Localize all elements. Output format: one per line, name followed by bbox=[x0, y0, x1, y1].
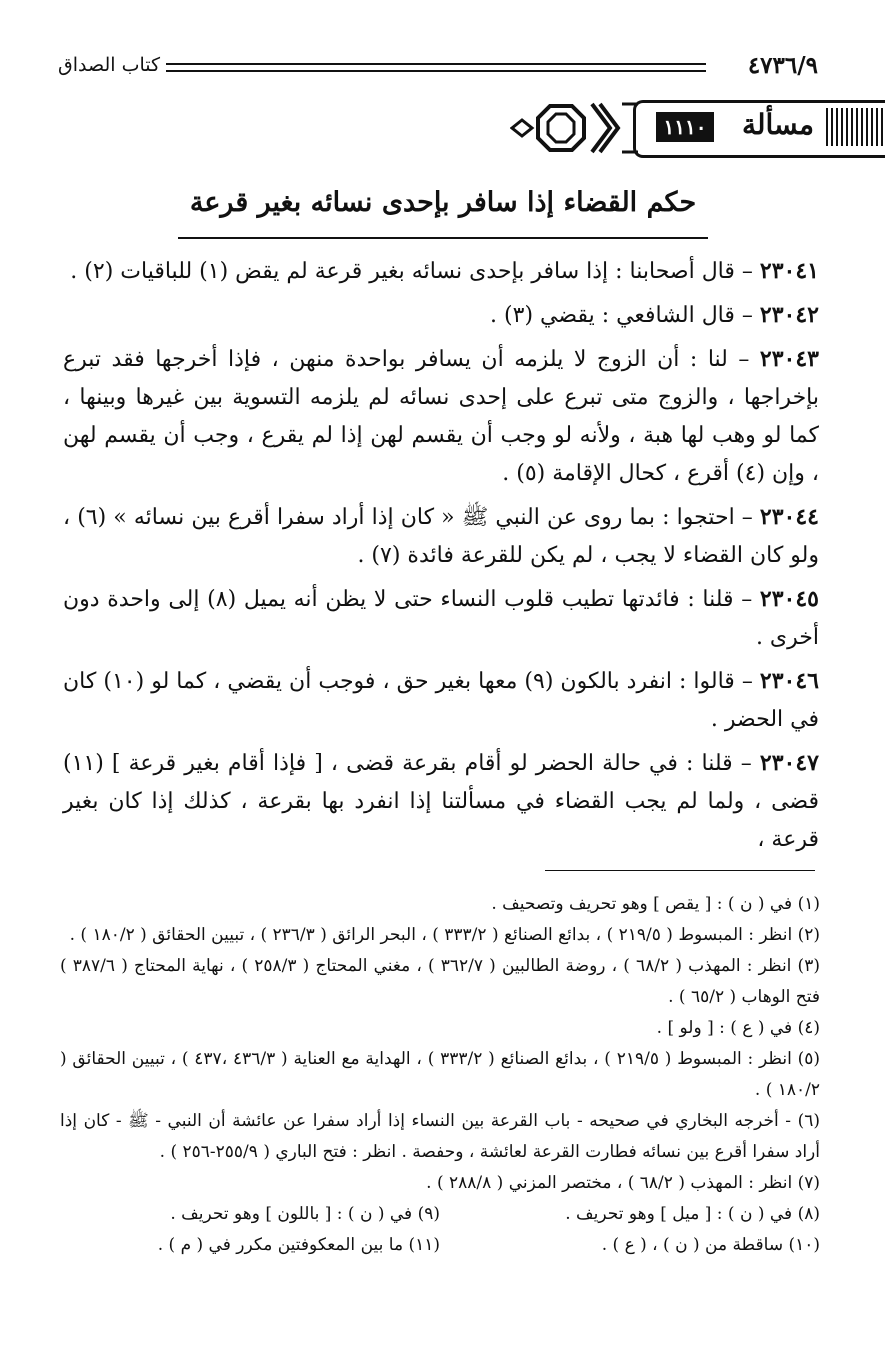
footnote: (٦) - أخرجه البخاري في صحيحه - باب القرعة بين النساء إذا أراد سفرا عن عائشة أن النبي - ﷺ - كان إذا أراد سفرا أقرع بين نسائه فطارت القرعة لعائشة ، وحفصة . انظر : فتح الباري ( ٢٥٥/٩-٢٥٦ ) . bbox=[60, 1111, 820, 1162]
footnote: (١) في ( ن ) : [ يقص ] وهو تحريف وتصحيف . bbox=[491, 894, 820, 914]
paragraph-number: ٢٣٠٤٦ bbox=[759, 668, 819, 694]
paragraph-text: قال أصحابنا : إذا سافر بإحدى نسائه بغير قرعة لم يقض (١) للباقيات (٢) . bbox=[70, 259, 735, 284]
footnote: (٤) في ( ع ) : [ ولو ] . bbox=[656, 1018, 820, 1038]
paragraph-number: ٢٣٠٤٥ bbox=[759, 586, 819, 612]
paragraph-number: ٢٣٠٤١ bbox=[759, 258, 819, 284]
footnote: (٨) في ( ن ) : [ ميل ] وهو تحريف . bbox=[565, 1204, 820, 1224]
paragraph-text: قالوا : انفرد بالكون (٩) معها بغير حق ، فوجب أن يقضي ، كما لو (١٠) كان في الحضر . bbox=[63, 669, 819, 732]
paragraph-number: ٢٣٠٤٤ bbox=[759, 504, 819, 530]
paragraph: ٢٣٠٤٥ – قلنا : فائدتها تطيب قلوب النساء حتى لا يظن أنه يميل (٨) إلى واحدة دون أخرى . bbox=[63, 586, 819, 650]
paragraph-text: قلنا : في حالة الحضر لو أقام بقرعة قضى ، [ فإذا أقام بغير قرعة ] (١١) قضى ، ولما لم يجب القضاء في مسألتنا إذا انفرد بها بقرعة ، كذلك إذا كان بغير قرعة ، bbox=[63, 751, 819, 852]
paragraph-number: ٢٣٠٤٢ bbox=[759, 302, 819, 328]
paragraph-number: ٢٣٠٤٣ bbox=[759, 346, 819, 372]
footnote: (٢) انظر : المبسوط ( ٢١٩/٥ ) ، بدائع الصنائع ( ٣٣٣/٢ ) ، البحر الرائق ( ٢٣٦/٣ ) ، تبيين الحقائق ( ١٨٠/٢ ) . bbox=[69, 925, 820, 945]
footnote: (٣) انظر : المهذب ( ٦٨/٢ ) ، روضة الطالبين ( ٣٦٢/٧ ) ، مغني المحتاج ( ٢٥٨/٣ ) ، نهاية المحتاج ( ٣٨٧/٦ ) فتح الوهاب ( ٦٥/٢ ) . bbox=[60, 956, 820, 1007]
masala-number: ١١١٠ bbox=[656, 112, 714, 142]
footnote-separator bbox=[545, 870, 815, 871]
paragraph-text: قلنا : فائدتها تطيب قلوب النساء حتى لا يظن أنه يميل (٨) إلى واحدة دون أخرى . bbox=[63, 587, 819, 650]
paragraph: ٢٣٠٤١ – قال أصحابنا : إذا سافر بإحدى نسائه بغير قرعة لم يقض (١) للباقيات (٢) . bbox=[70, 258, 819, 284]
footnotes bbox=[60, 889, 820, 1261]
footnote: (١١) ما بين المعكوفتين مكرر في ( م ) . bbox=[157, 1235, 440, 1255]
paragraph: ٢٣٠٤٤ – احتجوا : بما روى عن النبي ﷺ « كان إذا أراد سفرا أقرع بين نسائه » (٦) ، ولو كان القضاء لا يجب ، لم يكن للقرعة فائدة (٧) . bbox=[63, 504, 819, 568]
paragraph-number: ٢٣٠٤٧ bbox=[759, 750, 819, 776]
paragraph: ٢٣٠٤٢ – قال الشافعي : يقضي (٣) . bbox=[490, 302, 819, 328]
page-number: ٤٧٣٦/٩ bbox=[747, 52, 818, 79]
masala-banner bbox=[510, 100, 885, 156]
title-underline bbox=[178, 237, 708, 239]
footnote: (٩) في ( ن ) : [ باللون ] وهو تحريف . bbox=[170, 1204, 440, 1224]
masala-label: مسألة bbox=[741, 108, 814, 141]
paragraph-text: احتجوا : بما روى عن النبي ﷺ « كان إذا أراد سفرا أقرع بين نسائه » (٦) ، ولو كان القضاء لا يجب ، لم يكن للقرعة فائدة (٧) . bbox=[63, 505, 819, 568]
paragraph-text: قال الشافعي : يقضي (٣) . bbox=[490, 303, 735, 328]
main-text bbox=[63, 252, 819, 864]
barcode-ornament bbox=[826, 108, 885, 146]
section-title: حكم القضاء إذا سافر بإحدى نسائه بغير قرعة bbox=[189, 187, 697, 218]
paragraph: ٢٣٠٤٦ – قالوا : انفرد بالكون (٩) معها بغير حق ، فوجب أن يقضي ، كما لو (١٠) كان في الحضر . bbox=[63, 668, 819, 732]
footnote: (١٠) ساقطة من ( ن ) ، ( ع ) . bbox=[601, 1235, 820, 1255]
book-title: كتاب الصداق bbox=[58, 54, 161, 76]
paragraph-text: لنا : أن الزوج لا يلزمه أن يسافر بواحدة منهن ، فإذا أخرجها فقد تبرع بإخراجها ، والزوج متى تبرع على إحدى نسائه لم يلزمه التسوية بين غيرها وبينها ، كما لو وهب لها هبة ، ولأنه لو وجب أن يقسم لهن إذا لم يقرع ، وجب أن يقسم لهن ، وإن (٤) أقرع ، كحال الإقامة (٥) . bbox=[63, 347, 819, 486]
footnote: (٧) انظر : المهذب ( ٦٨/٢ ) ، مختصر المزني ( ٢٨٨/٨ ) . bbox=[426, 1173, 820, 1193]
header-rule bbox=[166, 63, 706, 72]
running-header bbox=[58, 52, 818, 82]
footnote-row bbox=[60, 1230, 820, 1261]
footnote: (٥) انظر : المبسوط ( ٢١٩/٥ ) ، بدائع الصنائع ( ٣٣٣/٢ ) ، الهداية مع العناية ( ٤٣٦/٣ ،٤٣٧ ) ، تبيين الحقائق ( ١٨٠/٢ ) . bbox=[60, 1049, 820, 1100]
geometric-ornament-icon bbox=[510, 100, 640, 156]
paragraph: ٢٣٠٤٧ – قلنا : في حالة الحضر لو أقام بقرعة قضى ، [ فإذا أقام بغير قرعة ] (١١) قضى ، ولما لم يجب القضاء في مسألتنا إذا انفرد بها بقرعة ، كذلك إذا كان بغير قرعة ، bbox=[63, 750, 819, 852]
footnote-row bbox=[60, 1199, 820, 1230]
paragraph: ٢٣٠٤٣ – لنا : أن الزوج لا يلزمه أن يسافر بواحدة منهن ، فإذا أخرجها فقد تبرع بإخراجها ، والزوج متى تبرع على إحدى نسائه لم يلزمه التسوية بين غيرها وبينها ، كما لو وهب لها هبة ، ولأنه لو وجب أن يقسم لهن إذا لم يقرع ، وجب أن يقسم لهن ، وإن (٤) أقرع ، كحال الإقامة (٥) . bbox=[63, 346, 819, 486]
